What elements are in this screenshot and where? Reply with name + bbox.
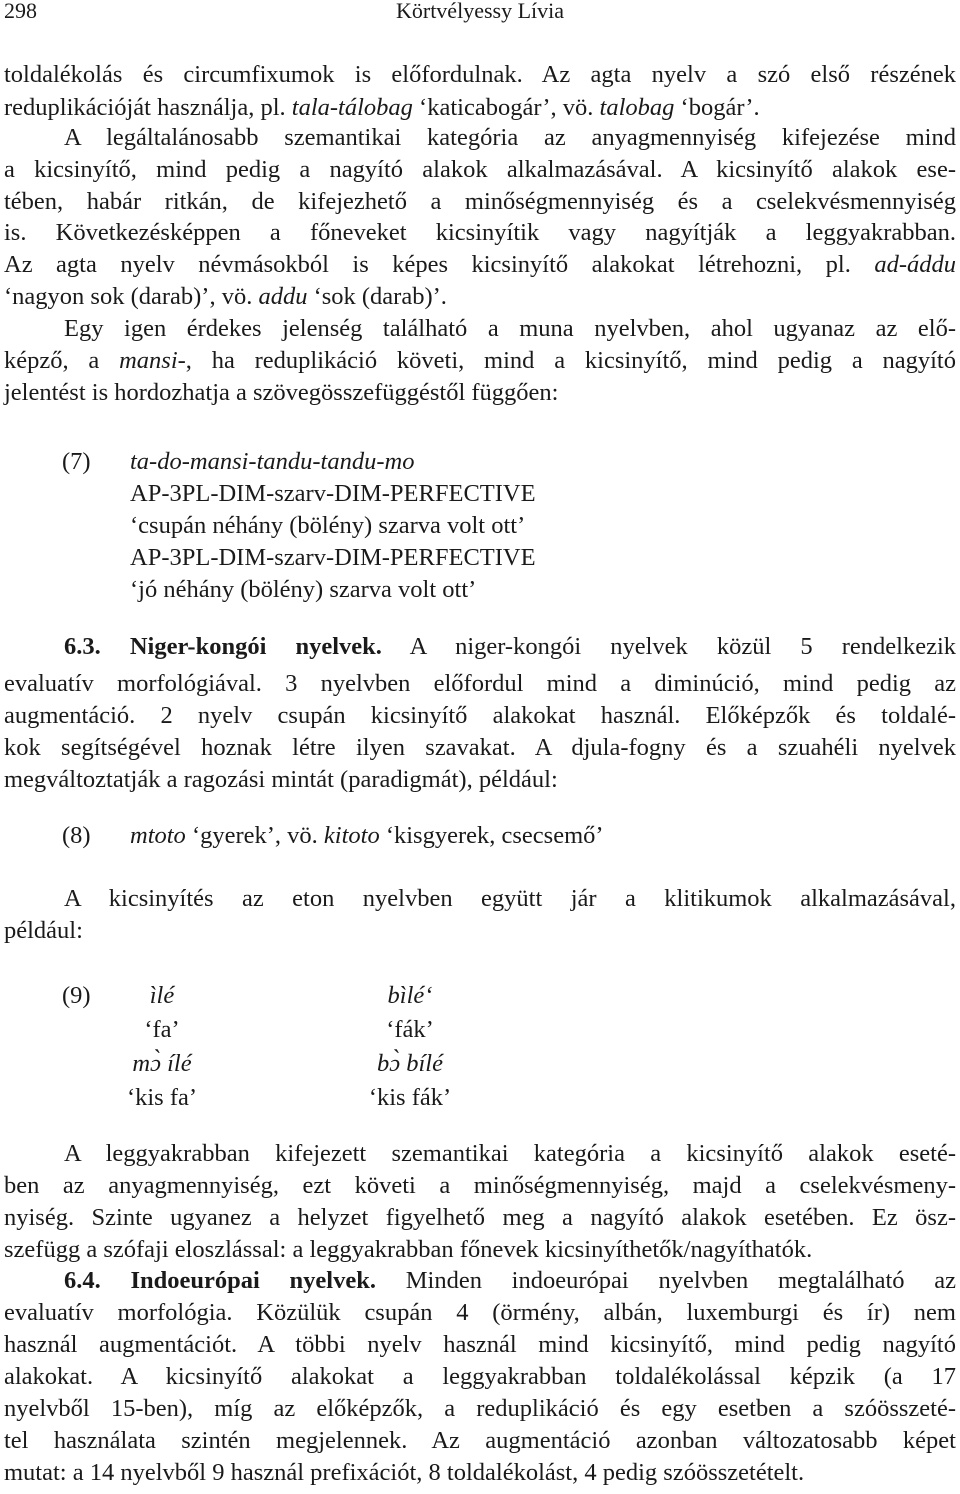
text-run: ben az anyagmennyiség, ezt követi a minőségmennyiség, majd a cselekvésmeny- (4, 1172, 956, 1199)
text-run: augmentáció. 2 nyelv csupán kicsinyítő alakokat használ. Előképzők és toldalé- (4, 702, 956, 729)
italic-term: mtoto (130, 822, 186, 849)
example-gloss-line (130, 446, 414, 478)
text-run: AP-3PL-DIM-szarv-DIM-PERFECTIVE (130, 544, 536, 571)
text-run: toldalékolás és circumfixumok is előfordulnak. Az agta nyelv a szó első részének (4, 61, 956, 88)
text-run: A niger-kongói nyelvek közül 5 rendelkezik (381, 633, 956, 660)
paragraph-line (4, 915, 956, 947)
example-number: (8) (62, 822, 91, 849)
section-heading: 6.3. Niger-kongói nyelvek. (64, 633, 382, 660)
italic-term: bìlé‘ (387, 982, 433, 1009)
text-run: alakokat. A kicsinyítő alakokat a leggyakrabban toldalékolással képzik (a 17 (4, 1363, 956, 1390)
text-run: A legáltalánosabb szemantikai kategória az anyagmennyiség kifejezése mind (64, 124, 956, 151)
text-run: megváltoztatják a ragozási mintát (paradigmát), például: (4, 766, 558, 793)
paragraph-line (4, 1425, 956, 1457)
paragraph-line (4, 217, 956, 249)
example-gloss-line (130, 574, 476, 606)
example-form-col2 (340, 1082, 480, 1114)
paragraph-line (4, 186, 956, 218)
paragraph-line (64, 313, 956, 345)
example-gloss-line (130, 542, 536, 574)
italic-term: tala-tálobag (291, 94, 413, 121)
page-header (0, 0, 960, 26)
text-run: Minden indoeurópai nyelvben megtalálható az (376, 1267, 956, 1294)
text-run: ‘bogár’. (674, 94, 760, 121)
text-run: ‘fa’ (144, 1016, 180, 1043)
paragraph-line (4, 1234, 956, 1266)
paragraph-line (4, 732, 956, 764)
paragraph-line (4, 1361, 956, 1393)
text-run: ‘kisgyerek, csecsemő’ (379, 822, 604, 849)
paragraph-line (4, 249, 956, 281)
text-run: ‘nagyon sok (darab)’, vö. (4, 283, 259, 310)
italic-term: ta-do-mansi-tandu-tandu-mo (130, 448, 415, 475)
paragraph-line (4, 1329, 956, 1361)
text-run: nyiség. Szinte ugyanez a helyzet figyelhető meg a nagyító alakok esetében. Ez ösz- (4, 1204, 956, 1231)
paragraph-line (4, 281, 956, 313)
example-number: (9) (62, 982, 91, 1009)
paragraph-line (64, 1265, 956, 1297)
paragraph-line (64, 122, 956, 154)
italic-term: bɔ̀ bílé (377, 1050, 443, 1077)
text-run: ‘csupán néhány (bölény) szarva volt ott’ (130, 512, 526, 539)
text-run: evaluatív morfológia. Közülük csupán 4 (örmény, albán, luxemburgi és ír) nem (4, 1299, 956, 1326)
text-run: képző, a (4, 347, 120, 374)
paragraph-line (4, 668, 956, 700)
italic-term: ìlé (149, 982, 175, 1009)
text-run: használ augmentációt. A többi nyelv használ mind kicsinyítő, mind pedig nagyító (4, 1331, 956, 1358)
example-gloss-line (130, 478, 536, 510)
example-number: (7) (62, 448, 91, 475)
page-number: 298 (4, 0, 37, 23)
text-run: ‘kis fa’ (126, 1084, 198, 1111)
text-run: is. Következésképpen a főneveket kicsinyítik vagy nagyítják a leggyakrabban. (4, 219, 956, 246)
paragraph-line (64, 631, 956, 663)
italic-term: ad-áddu (874, 251, 956, 278)
text-run: A leggyakrabban kifejezett szemantikai kategória a kicsinyítő alakok eseté- (64, 1140, 956, 1167)
text-run: ‘gyerek’, vö. (185, 822, 324, 849)
example-form-col2 (340, 1048, 480, 1080)
paragraph-line (4, 154, 956, 186)
paragraph-line (4, 377, 956, 409)
example-form-col2 (340, 1014, 480, 1046)
paragraph-line (64, 1138, 956, 1170)
example-form-col1 (92, 1082, 232, 1114)
text-run: szefügg a szófaji eloszlással: a leggyakrabban főnevek kicsinyíthetők/nagyíthatók. (4, 1236, 813, 1263)
running-head-author: Körtvélyessy Lívia (395, 0, 565, 23)
text-run: evaluatív morfológiával. 3 nyelvben előfordul mind a diminúció, mind pedig az (4, 670, 956, 697)
text-run: mutat: a 14 nyelvből 9 használ prefixációt, 8 toldalékolást, 4 pedig szóösszetételt. (4, 1459, 805, 1486)
example-gloss-line (130, 820, 604, 852)
example-form-col1 (92, 980, 232, 1012)
paragraph-line (4, 345, 956, 377)
paragraph-line (4, 1297, 956, 1329)
text-run: -, ha reduplikáció követi, mind a kicsinyítő, mind pedig a nagyító (177, 347, 956, 374)
text-run: reduplikációját használja, pl. (4, 94, 292, 121)
paragraph-line (64, 883, 956, 915)
text-run: tében, habár ritkán, de kifejezhető a minőségmennyiség és a cselekvésmennyiség (4, 188, 956, 215)
paragraph-line (4, 1170, 956, 1202)
text-run: jelentést is hordozhatja a szövegösszefüggéstől függően: (4, 379, 559, 406)
italic-term: mansi (119, 347, 178, 374)
text-run: AP-3PL-DIM-szarv-DIM-PERFECTIVE (130, 480, 536, 507)
text-run: tel használata szintén megjelennek. Az augmentáció azonban változatosabb képet (4, 1427, 956, 1454)
section-heading: 6.4. Indoeurópai nyelvek. (64, 1267, 376, 1294)
example-form-col1 (92, 1048, 232, 1080)
italic-term: kitoto (323, 822, 380, 849)
text-run: ‘jó néhány (bölény) szarva volt ott’ (130, 576, 477, 603)
text-run: ‘kis fák’ (368, 1084, 452, 1111)
text-run: A kicsinyítés az eton nyelvben együtt jár a klitikumok alkalmazásával, (64, 885, 956, 912)
paragraph-line (4, 1393, 956, 1425)
text-run: nyelvből 15-ben), míg az előképzők, a reduplikáció és egy esetben a szóösszeté- (4, 1395, 956, 1422)
example-gloss-line (130, 510, 525, 542)
paragraph-line (4, 764, 956, 796)
example-form-col1 (92, 1014, 232, 1046)
text-run: például: (4, 917, 83, 944)
paragraph-line (4, 1457, 956, 1489)
example-form-col2 (340, 980, 480, 1012)
text-run: ‘sok (darab)’. (307, 283, 447, 310)
italic-term: mɔ̀ ílé (132, 1050, 192, 1077)
italic-term: talobag (599, 94, 675, 121)
text-run: kok segítségével hoznak létre ilyen szavakat. A djula-fogny és a szuahéli nyelvek (4, 734, 956, 761)
paragraph-line (4, 700, 956, 732)
text-run: Egy igen érdekes jelenség található a muna nyelvben, ahol ugyanaz az elő- (64, 315, 956, 342)
italic-term: addu (258, 283, 308, 310)
paragraph-line (4, 92, 956, 124)
text-run: Az agta nyelv névmásokból is képes kicsinyítő alakokat létrehozni, pl. (4, 251, 875, 278)
text-run: ‘katicabogár’, vö. (412, 94, 600, 121)
text-run: a kicsinyítő, mind pedig a nagyító alakok alkalmazásával. A kicsinyítő alakok ese- (4, 156, 956, 183)
text-run: ‘fák’ (386, 1016, 434, 1043)
paragraph-line (4, 59, 956, 91)
paragraph-line (4, 1202, 956, 1234)
